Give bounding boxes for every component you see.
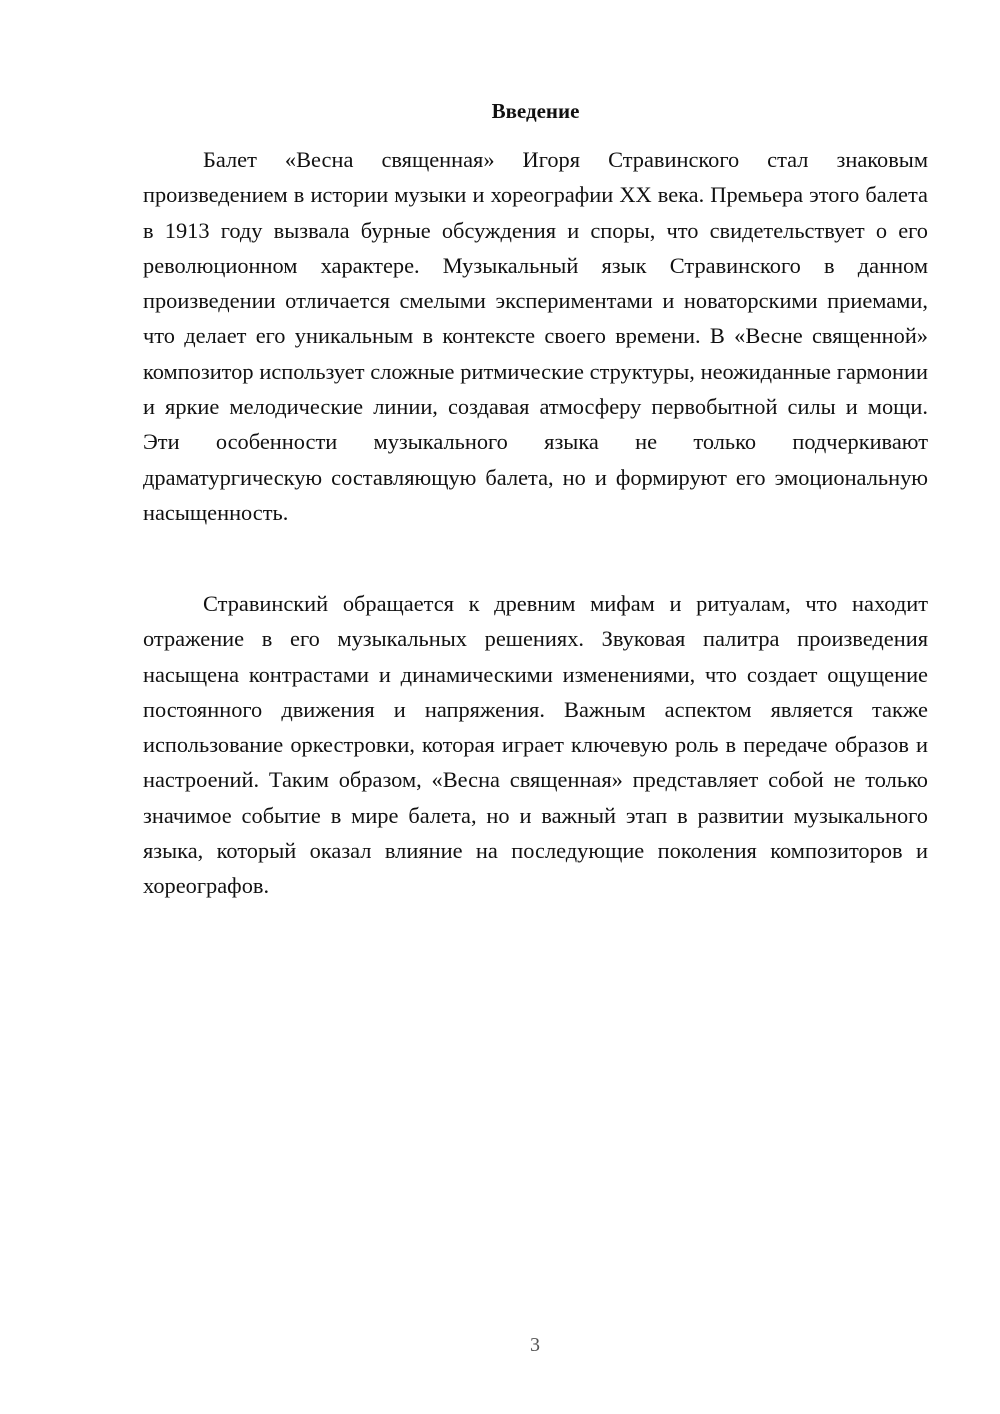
body-paragraph: Балет «Весна священная» Игоря Стравинского стал знаковым произведением в истории музыки и хореографии XX века. Премьера этого балета в 1913 году вызвала бурные обсуждения и споры, что свидетельствует о его революционном характере. Музыкальный язык Стравинского в данном произведении отличается смелыми экспериментами и новаторскими приемами, что делает его уникальным в контексте своего времени. В «Весне священной» композитор использует сложные ритмические структуры, неожиданные гармонии и яркие мелодические линии, создавая атмосферу первобытной силы и мощи. Эти особенности музыкального языка не только подчеркивают драматургическую составляющую балета, но и формируют его эмоциональную насыщенность.: [143, 147, 928, 525]
body-paragraph: Стравинский обращается к древним мифам и ритуалам, что находит отражение в его музыкальных решениях. Звуковая палитра произведения насыщена контрастами и динамическими изменениями, что создает ощущение постоянного движения и напряжения. Важным аспектом является также использование оркестровки, которая играет ключевую роль в передаче образов и настроений. Таким образом, «Весна священная» представляет собой не только значимое событие в мире балета, но и важный этап в развитии музыкального языка, который оказал влияние на последующие поколения композиторов и хореографов.: [143, 591, 928, 899]
section-heading: Введение: [491, 99, 580, 123]
page-number: 3: [530, 1334, 540, 1356]
